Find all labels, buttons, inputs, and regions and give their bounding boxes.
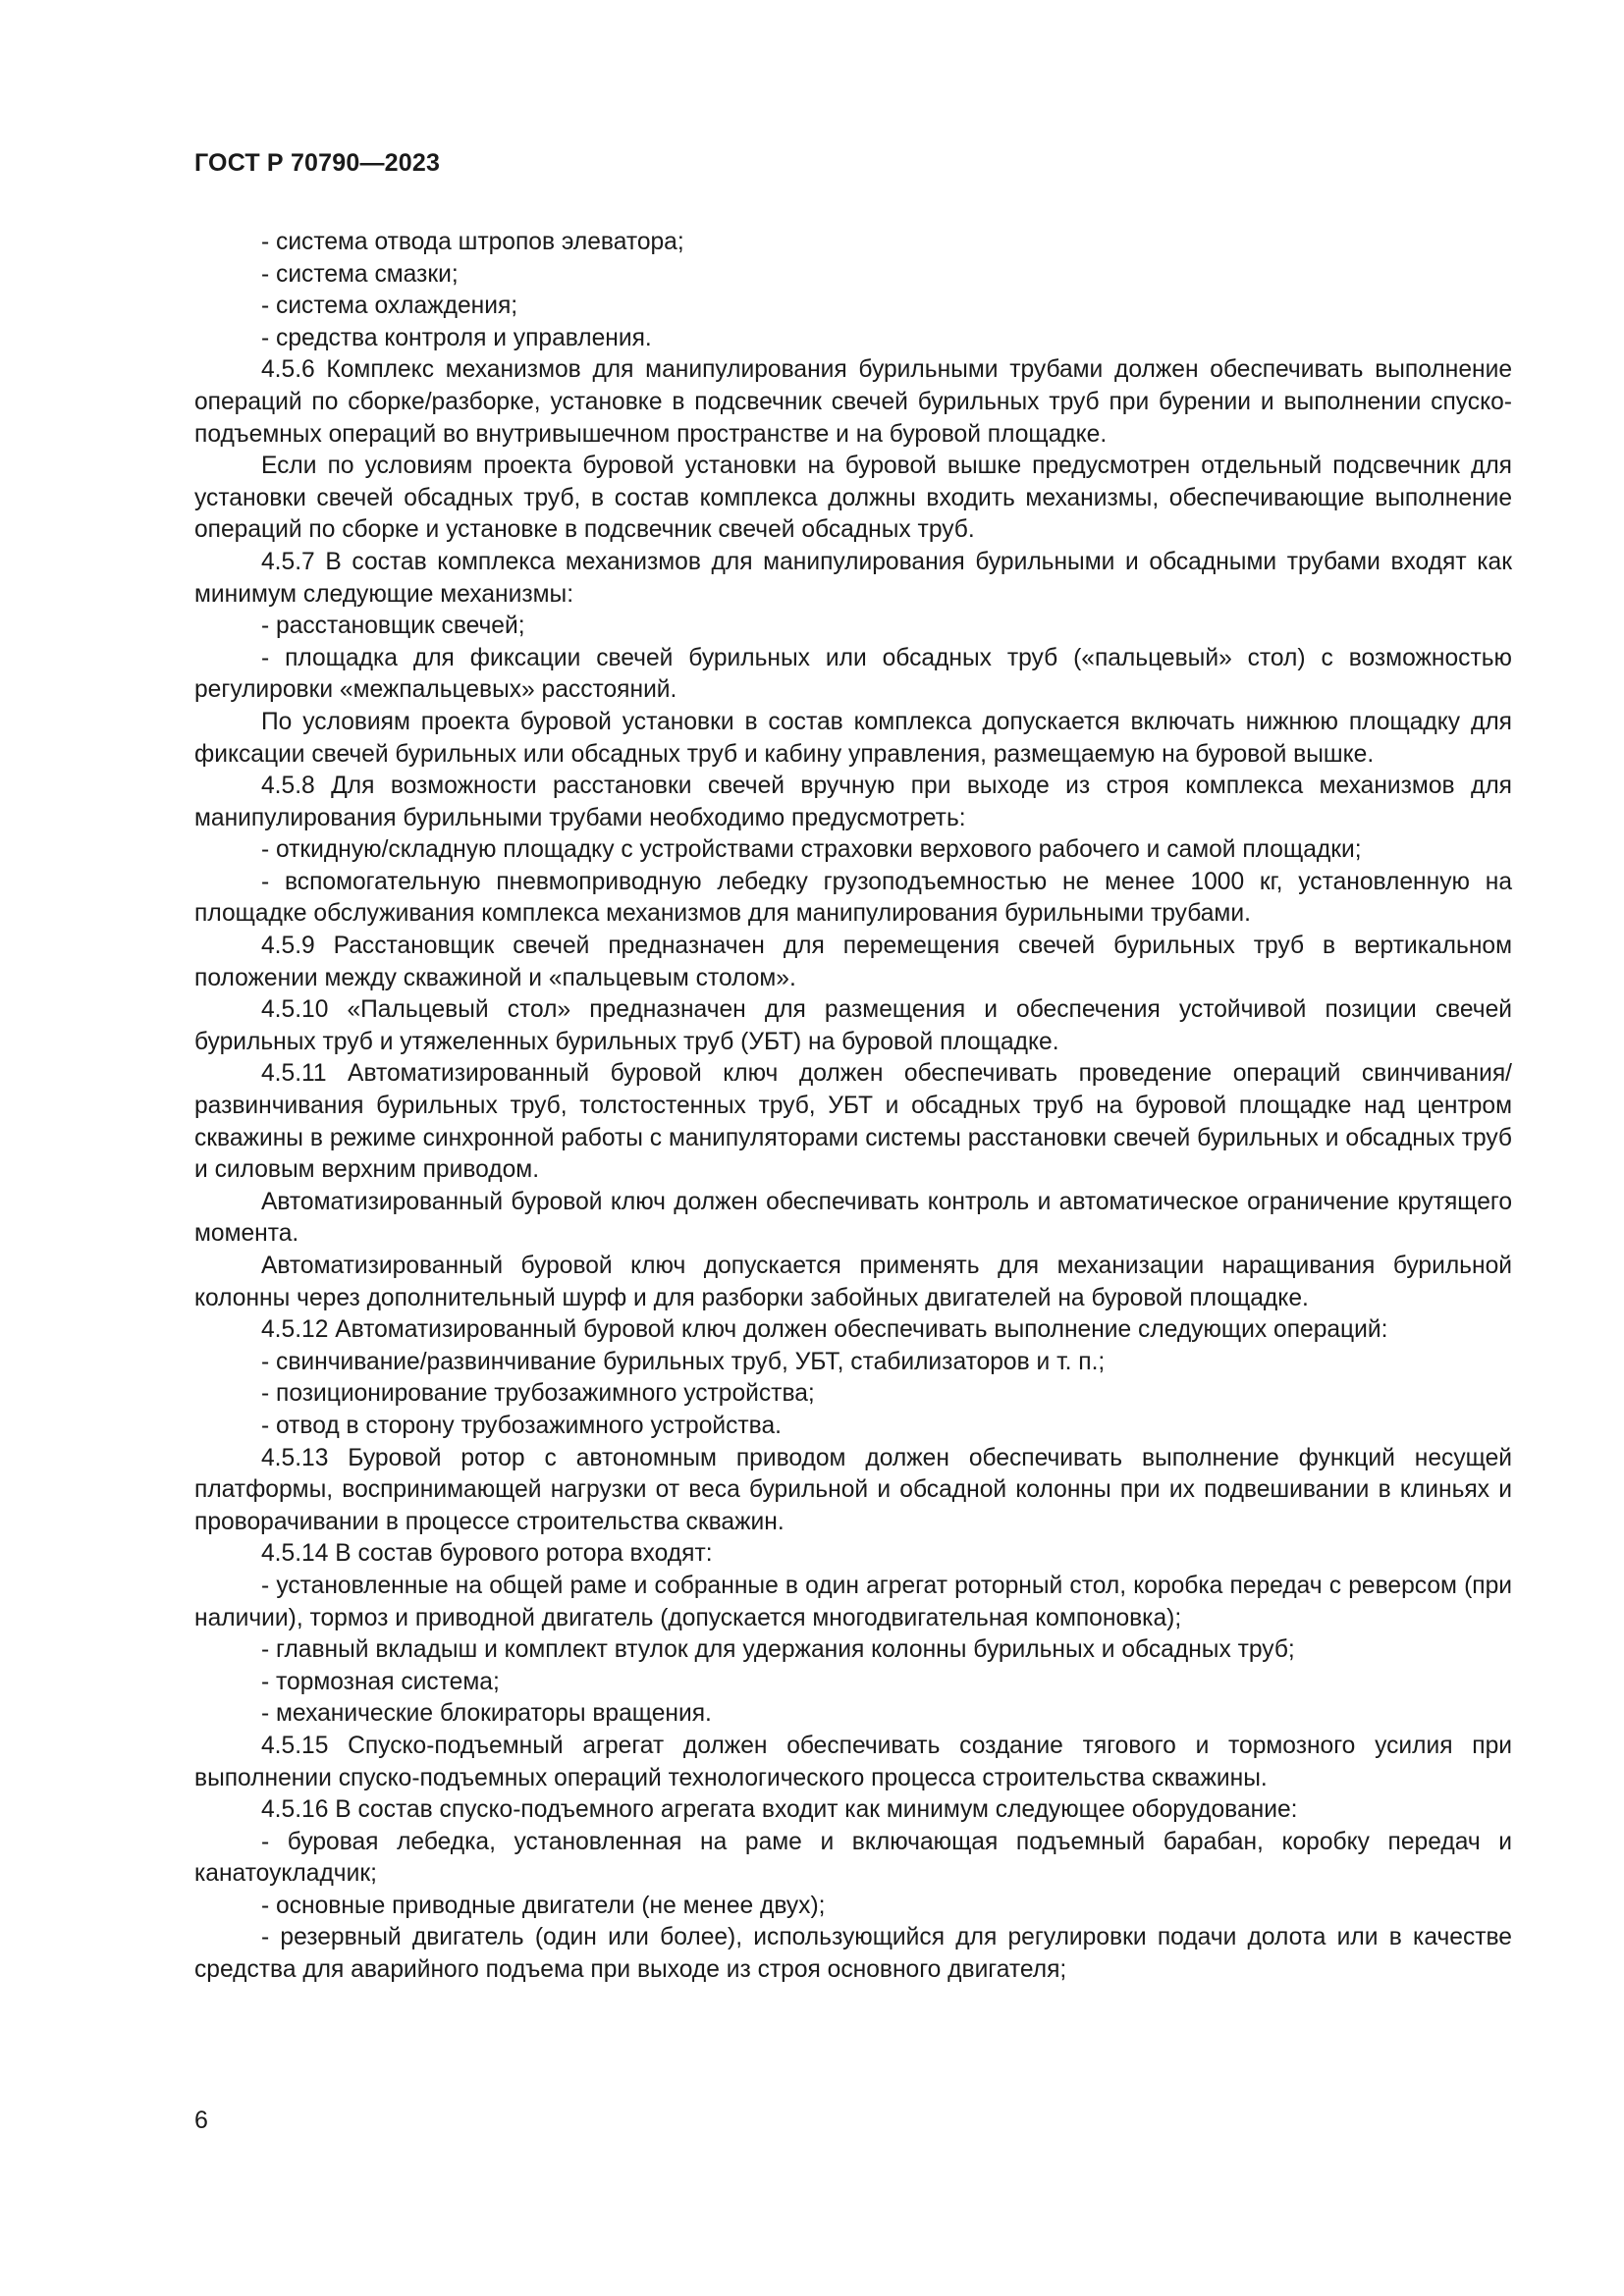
paragraph: - система отвода штропов элеватора;: [261, 229, 684, 255]
page-number: 6: [194, 2107, 208, 2134]
paragraph: - механические блокираторы вращения.: [261, 1700, 712, 1728]
paragraph: 4.5.14 В состав бурового ротора входят:: [261, 1540, 713, 1568]
paragraph: 4.5.15 Спуско-подъемный агрегат должен обеспечивать создание тягового и тормозного усилия при выполнении спуско-подъемных операций технологического процесса строительства скважины.: [194, 1732, 1512, 1791]
paragraph: - откидную/складную площадку с устройствами страховки верхового рабочего и самой площадки;: [261, 836, 1362, 864]
paragraph: - главный вкладыш и комплект втулок для удержания колонны бурильных и обсадных труб;: [261, 1636, 1295, 1664]
paragraph: - буровая лебедка, установленная на раме и включающая подъемный барабан, коробку передач и канатоукладчик;: [194, 1828, 1512, 1888]
paragraph: 4.5.8 Для возможности расстановки свечей вручную при выходе из строя комплекса механизмов для манипулирования бурильными трубами необходимо предусмотреть:: [194, 773, 1512, 831]
paragraph: 4.5.11 Автоматизированный буровой ключ должен обеспечивать проведение операций свинчивания/развинчивания бурильных труб, толстостенных труб, УБТ и обсадных труб на буровой площадке над центром скважины в режиме синхронной работы с манипуляторами системы расстановки свечей бурильных и обсадных труб и силовым верхним приводом.: [194, 1060, 1512, 1184]
paragraph: - отвод в сторону трубозажимного устройства.: [261, 1412, 782, 1439]
paragraph: 4.5.16 В состав спуско-подъемного агрегата входит как минимум следующее оборудование:: [261, 1796, 1298, 1824]
paragraph: - установленные на общей раме и собранные в один агрегат роторный стол, коробка передач с реверсом (при наличии), тормоз и приводной двигатель (допускается многодвигательная компоновка);: [194, 1572, 1512, 1631]
paragraph: - расстановщик свечей;: [261, 613, 525, 640]
paragraph: - позиционирование трубозажимного устройства;: [261, 1380, 815, 1408]
paragraph: - средства контроля и управления.: [261, 324, 652, 351]
document-code-header: ГОСТ Р 70790—2023: [194, 149, 441, 177]
paragraph: - тормозная система;: [261, 1668, 500, 1695]
paragraph: 4.5.13 Буровой ротор с автономным приводом должен обеспечивать выполнение функций несущей платформы, воспринимающей нагрузки от веса бурильной и обсадной колонны при их подвешивании в клиньях и проворачивании в процессе строительства скважин.: [194, 1444, 1512, 1535]
paragraph: - система смазки;: [261, 260, 459, 288]
document-body: [194, 227, 1512, 1987]
paragraph: 4.5.10 «Пальцевый стол» предназначен для размещения и обеспечения устойчивой позиции свечей бурильных труб и утяжеленных бурильных труб (УБТ) на буровой площадке.: [194, 996, 1512, 1055]
paragraph: - система охлаждения;: [261, 293, 518, 320]
paragraph: Если по условиям проекта буровой установки на буровой вышке предусмотрен отдельный подсвечник для установки свечей обсадных труб, в состав комплекса должны входить механизмы, обеспечивающие выполнение операций по сборке и установке в подсвечник свечей обсадных труб.: [194, 453, 1512, 544]
paragraph: 4.5.6 Комплекс механизмов для манипулирования бурильными трубами должен обеспечивать выполнение операций по сборке/разборке, установке в подсвечник свечей бурильных труб при бурении и выполнении спуско-подъемных операций во внутривышечном пространстве и на буровой площадке.: [194, 356, 1512, 448]
paragraph: - площадка для фиксации свечей бурильных или обсадных труб («пальцевый» стол) с возможностью регулировки «межпальцевых» расстояний.: [194, 644, 1512, 704]
paragraph: - основные приводные двигатели (не менее двух);: [261, 1892, 826, 1919]
paragraph: - вспомогательную пневмоприводную лебедку грузоподъемностью не менее 1000 кг, установленную на площадке обслуживания комплекса механизмов для манипулирования бурильными трубами.: [194, 868, 1512, 928]
paragraph: Автоматизированный буровой ключ допускается применять для механизации наращивания бурильной колонны через дополнительный шурф и для разборки забойных двигателей на буровой площадке.: [194, 1253, 1512, 1311]
paragraph: Автоматизированный буровой ключ должен обеспечивать контроль и автоматическое ограничение крутящего момента.: [194, 1188, 1512, 1248]
paragraph: По условиям проекта буровой установки в состав комплекса допускается включать нижнюю площадку для фиксации свечей бурильных или обсадных труб и кабину управления, размещаемую на буровой вышке.: [194, 708, 1512, 768]
paragraph: 4.5.7 В состав комплекса механизмов для манипулирования бурильными и обсадными трубами входят как минимум следующие механизмы:: [194, 548, 1512, 608]
paragraph: 4.5.9 Расстановщик свечей предназначен для перемещения свечей бурильных труб в вертикальном положении между скважиной и «пальцевым столом».: [194, 933, 1512, 991]
paragraph: 4.5.12 Автоматизированный буровой ключ должен обеспечивать выполнение следующих операций:: [261, 1316, 1388, 1344]
paragraph: - резервный двигатель (один или более), использующийся для регулировки подачи долота или в качестве средства для аварийного подъема при выходе из строя основного двигателя;: [194, 1924, 1512, 1984]
paragraph: - свинчивание/развинчивание бурильных труб, УБТ, стабилизаторов и т. п.;: [261, 1348, 1106, 1375]
